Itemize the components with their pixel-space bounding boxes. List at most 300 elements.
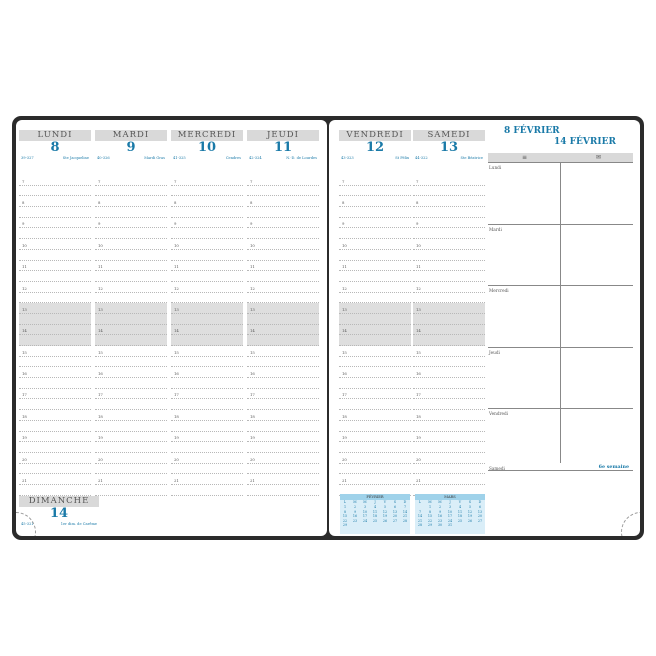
day-column-tuesday	[95, 130, 167, 163]
hour-slot[interactable]	[171, 453, 243, 464]
weekday-initial: J	[449, 500, 451, 504]
hour-slot[interactable]	[339, 250, 411, 261]
memo-grid[interactable]	[488, 162, 633, 471]
hour-slot[interactable]	[95, 453, 167, 464]
hour-slot[interactable]	[339, 239, 411, 250]
day-name: VENDREDI	[339, 130, 411, 141]
hour-slot[interactable]	[19, 207, 91, 218]
calendar-day	[455, 523, 465, 528]
day-meta	[19, 155, 91, 163]
memo-label: Lundi	[489, 165, 502, 170]
hour-slot[interactable]	[19, 261, 91, 272]
hour-slot[interactable]	[171, 474, 243, 485]
calendar-day: 29	[427, 523, 433, 528]
hour-slot[interactable]	[95, 271, 167, 282]
hour-slot[interactable]	[413, 261, 485, 272]
hour-slot[interactable]	[171, 303, 243, 314]
hour-slot[interactable]	[171, 186, 243, 197]
hour-slot[interactable]	[95, 282, 167, 293]
day-code: 45-321	[21, 522, 34, 526]
hour-slot[interactable]	[339, 357, 411, 368]
hour-label: 20	[416, 456, 421, 462]
calendar-day: 23	[352, 518, 358, 523]
day-number: 10	[197, 140, 217, 155]
hour-slot[interactable]	[171, 432, 243, 443]
hour-label: 17	[98, 392, 103, 398]
memo-row[interactable]	[488, 163, 633, 225]
day-name: JEUDI	[247, 130, 319, 141]
mini-calendar-title: FÉVRIER	[340, 494, 410, 500]
hour-label: 8	[174, 200, 177, 206]
hour-slot[interactable]	[413, 218, 485, 229]
hour-slot[interactable]	[95, 421, 167, 432]
hour-grid-saturday[interactable]	[413, 175, 485, 496]
hour-slot[interactable]	[171, 250, 243, 261]
calendar-day: 13	[392, 509, 398, 514]
hour-slot[interactable]	[95, 464, 167, 475]
weekday-initial: S	[468, 500, 472, 504]
calendar-day: 16	[437, 514, 443, 519]
day-code: 41-325	[173, 156, 186, 160]
hour-slot[interactable]	[413, 432, 485, 443]
day-meta	[171, 155, 243, 163]
hour-label: 9	[416, 221, 419, 227]
hour-slot[interactable]	[95, 218, 167, 229]
hour-label: 18	[416, 413, 421, 419]
calendar-day: 6	[478, 505, 482, 509]
hour-slot[interactable]	[95, 335, 167, 346]
hour-slot[interactable]	[339, 399, 411, 410]
hour-slot[interactable]	[247, 432, 319, 443]
hour-slot[interactable]	[339, 293, 411, 304]
hour-label: 11	[416, 264, 421, 270]
hour-slot[interactable]	[171, 346, 243, 357]
hour-slot[interactable]	[339, 389, 411, 400]
hour-slot[interactable]	[171, 239, 243, 250]
hour-slot[interactable]	[95, 389, 167, 400]
hour-slot[interactable]	[413, 303, 485, 314]
hour-slot[interactable]	[247, 442, 319, 453]
calendar-day: 9	[353, 509, 357, 514]
calendar-day: 4	[458, 505, 462, 509]
hour-slot[interactable]	[19, 464, 91, 475]
hour-label: 13	[22, 306, 27, 312]
calendar-day: 9	[438, 509, 442, 514]
hour-slot[interactable]	[19, 335, 91, 346]
hour-slot[interactable]	[339, 367, 411, 378]
hour-slot[interactable]	[19, 453, 91, 464]
hour-slot[interactable]	[247, 453, 319, 464]
hour-slot[interactable]	[413, 207, 485, 218]
day-name: MARDI	[95, 130, 167, 141]
hour-slot[interactable]	[413, 196, 485, 207]
hour-slot[interactable]	[339, 453, 411, 464]
calendar-day: 22	[342, 518, 348, 523]
hour-grid-friday[interactable]	[339, 175, 411, 496]
hour-label: 9	[98, 221, 101, 227]
hour-slot[interactable]	[19, 421, 91, 432]
saint-name: Cendres	[225, 156, 241, 160]
hour-slot[interactable]	[413, 421, 485, 432]
hour-slot[interactable]	[247, 218, 319, 229]
calendar-day: 15	[427, 514, 433, 519]
hour-slot[interactable]	[19, 282, 91, 293]
hour-label: 14	[98, 328, 103, 334]
hour-label: 18	[98, 413, 103, 419]
hour-slot[interactable]	[171, 485, 243, 496]
hour-slot[interactable]	[247, 186, 319, 197]
calendar-day: 7	[418, 509, 422, 514]
hour-grid-thursday[interactable]	[247, 175, 319, 496]
hour-slot[interactable]	[95, 261, 167, 272]
hour-slot[interactable]	[339, 314, 411, 325]
calendar-day: 21	[402, 514, 408, 519]
hour-label: 13	[174, 306, 179, 312]
hour-slot[interactable]	[95, 399, 167, 410]
hour-slot[interactable]	[19, 325, 91, 336]
hour-slot[interactable]	[247, 228, 319, 239]
hour-slot[interactable]	[413, 442, 485, 453]
hour-slot[interactable]	[95, 442, 167, 453]
calendar-day: 15	[342, 514, 348, 519]
hour-slot[interactable]	[413, 228, 485, 239]
memo-row[interactable]	[488, 225, 633, 287]
hour-slot[interactable]	[413, 271, 485, 282]
calendar-day: 31	[447, 523, 453, 528]
hour-slot[interactable]	[95, 325, 167, 336]
hour-slot[interactable]	[19, 378, 91, 389]
hour-slot[interactable]	[247, 335, 319, 346]
hour-slot[interactable]	[171, 464, 243, 475]
hour-label: 12	[250, 285, 255, 291]
hour-slot[interactable]	[19, 432, 91, 443]
hour-slot[interactable]	[339, 228, 411, 239]
hour-slot[interactable]	[413, 282, 485, 293]
hour-label: 19	[174, 435, 179, 441]
hour-grid-monday[interactable]	[19, 175, 91, 496]
calendar-day	[475, 523, 485, 528]
calendar-day: 14	[402, 509, 408, 514]
calendar-day	[380, 523, 390, 528]
hour-slot[interactable]	[95, 346, 167, 357]
day-number: 13	[439, 140, 459, 155]
hour-slot[interactable]	[95, 303, 167, 314]
calendar-day: 5	[383, 505, 387, 509]
hour-slot[interactable]	[413, 399, 485, 410]
hour-label: 20	[174, 456, 179, 462]
weekday-initial: S	[393, 500, 397, 504]
hour-label: 19	[98, 435, 103, 441]
hour-slot[interactable]	[95, 186, 167, 197]
hour-slot[interactable]	[413, 186, 485, 197]
day-number: 8	[50, 140, 60, 155]
hour-slot[interactable]	[247, 175, 319, 186]
hour-label: 8	[416, 200, 419, 206]
hour-slot[interactable]	[413, 325, 485, 336]
hour-slot[interactable]	[171, 442, 243, 453]
hour-slot[interactable]	[171, 389, 243, 400]
hour-slot[interactable]	[339, 186, 411, 197]
hour-slot[interactable]	[171, 357, 243, 368]
hour-slot[interactable]	[247, 271, 319, 282]
hour-slot[interactable]	[95, 239, 167, 250]
memo-row[interactable]	[488, 348, 633, 410]
day-code: 42-324	[249, 156, 262, 160]
hour-slot[interactable]	[19, 442, 91, 453]
hour-slot[interactable]	[95, 314, 167, 325]
hour-slot[interactable]	[247, 410, 319, 421]
hour-slot[interactable]	[19, 357, 91, 368]
hour-label: 7	[342, 178, 345, 184]
calendar-day: 6	[393, 505, 397, 509]
hour-slot[interactable]	[247, 282, 319, 293]
hour-slot[interactable]	[171, 367, 243, 378]
hour-slot[interactable]	[413, 346, 485, 357]
hour-slot[interactable]	[19, 346, 91, 357]
hour-slot[interactable]	[95, 357, 167, 368]
hour-label: 18	[250, 413, 255, 419]
hour-slot[interactable]	[247, 485, 319, 496]
hour-label: 21	[22, 477, 27, 483]
calendar-day	[465, 523, 475, 528]
hour-slot[interactable]	[247, 399, 319, 410]
calendar-day	[370, 523, 380, 528]
hour-slot[interactable]	[247, 474, 319, 485]
hour-slot[interactable]	[19, 186, 91, 197]
hour-label: 18	[342, 413, 347, 419]
calendar-day: 16	[352, 514, 358, 519]
hour-slot[interactable]	[413, 250, 485, 261]
hour-slot[interactable]	[413, 314, 485, 325]
hour-label: 14	[250, 328, 255, 334]
hour-slot[interactable]	[95, 474, 167, 485]
hour-slot[interactable]	[413, 389, 485, 400]
hour-label: 12	[174, 285, 179, 291]
calendar-day: 23	[437, 518, 443, 523]
hour-slot[interactable]	[19, 367, 91, 378]
hour-slot[interactable]	[247, 314, 319, 325]
calendar-day: 17	[447, 514, 453, 519]
hour-label: 16	[342, 371, 347, 377]
hour-slot[interactable]	[339, 218, 411, 229]
day-number: 12	[365, 140, 385, 155]
day-name: SAMEDI	[413, 130, 485, 141]
hour-slot[interactable]	[171, 218, 243, 229]
saint-name: 1er dim. de Carême	[60, 522, 97, 526]
hour-slot[interactable]	[247, 357, 319, 368]
hour-slot[interactable]	[247, 389, 319, 400]
hour-slot[interactable]	[339, 474, 411, 485]
day-code: 44-322	[415, 156, 428, 160]
hour-slot[interactable]	[413, 239, 485, 250]
hour-slot[interactable]	[19, 485, 91, 496]
hour-slot[interactable]	[171, 261, 243, 272]
hour-slot[interactable]	[339, 464, 411, 475]
weekday-initial: V	[383, 500, 387, 504]
hour-slot[interactable]	[171, 282, 243, 293]
hour-slot[interactable]	[247, 207, 319, 218]
hour-slot[interactable]	[247, 464, 319, 475]
memo-row[interactable]	[488, 409, 633, 471]
hour-slot[interactable]	[171, 378, 243, 389]
hour-slot[interactable]	[171, 410, 243, 421]
hour-slot[interactable]	[413, 464, 485, 475]
hour-slot[interactable]	[19, 389, 91, 400]
hour-slot[interactable]	[19, 271, 91, 282]
hour-slot[interactable]	[339, 175, 411, 186]
hour-slot[interactable]	[339, 421, 411, 432]
hour-label: 9	[174, 221, 177, 227]
calendar-day: 4	[373, 505, 377, 509]
hour-label: 12	[342, 285, 347, 291]
hour-slot[interactable]	[339, 207, 411, 218]
hour-slot[interactable]	[339, 410, 411, 421]
hour-slot[interactable]	[95, 250, 167, 261]
hour-slot[interactable]	[413, 474, 485, 485]
calendar-day: 28	[402, 518, 408, 523]
hour-label: 13	[416, 306, 421, 312]
day-meta	[247, 155, 319, 163]
hour-slot[interactable]	[339, 303, 411, 314]
hour-slot[interactable]	[171, 421, 243, 432]
hour-slot[interactable]	[247, 346, 319, 357]
hour-label: 13	[250, 306, 255, 312]
calendar-day: 12	[382, 509, 388, 514]
hour-label: 12	[98, 285, 103, 291]
hour-slot[interactable]	[19, 314, 91, 325]
hour-slot[interactable]	[339, 378, 411, 389]
hour-label: 20	[22, 456, 27, 462]
hour-label: 9	[250, 221, 253, 227]
hour-slot[interactable]	[171, 335, 243, 346]
hour-slot[interactable]	[95, 175, 167, 186]
hour-slot[interactable]	[95, 432, 167, 443]
weekday-initial: L	[343, 500, 347, 504]
day-column-saturday	[413, 130, 485, 163]
hour-slot[interactable]	[19, 239, 91, 250]
hour-slot[interactable]	[247, 378, 319, 389]
hour-slot[interactable]	[171, 228, 243, 239]
hour-label: 21	[250, 477, 255, 483]
week-number: 6e semaine	[598, 464, 629, 470]
hour-slot[interactable]	[247, 239, 319, 250]
memo-row[interactable]	[488, 286, 633, 348]
hour-slot[interactable]	[171, 271, 243, 282]
hour-label: 17	[22, 392, 27, 398]
hour-slot[interactable]	[95, 485, 167, 496]
hour-slot[interactable]	[247, 303, 319, 314]
hour-slot[interactable]	[95, 228, 167, 239]
hour-slot[interactable]	[171, 196, 243, 207]
calendar-day: 11	[372, 509, 378, 514]
hour-slot[interactable]	[413, 410, 485, 421]
hour-slot[interactable]	[171, 314, 243, 325]
hour-slot[interactable]	[19, 196, 91, 207]
hour-slot[interactable]	[247, 196, 319, 207]
hour-slot[interactable]	[247, 421, 319, 432]
hour-slot[interactable]	[413, 367, 485, 378]
hour-slot[interactable]	[19, 474, 91, 485]
saint-name: N.-D. de Lourdes	[286, 156, 317, 160]
hour-slot[interactable]	[19, 293, 91, 304]
hour-slot[interactable]	[413, 453, 485, 464]
hour-slot[interactable]	[19, 175, 91, 186]
hour-slot[interactable]	[95, 367, 167, 378]
hour-label: 7	[250, 178, 253, 184]
hour-slot[interactable]	[171, 399, 243, 410]
hour-slot[interactable]	[95, 410, 167, 421]
hour-slot[interactable]	[339, 282, 411, 293]
hour-slot[interactable]	[413, 293, 485, 304]
day-number: 11	[273, 140, 293, 155]
hour-label: 11	[98, 264, 103, 270]
hour-slot[interactable]	[95, 196, 167, 207]
hour-slot[interactable]	[171, 325, 243, 336]
hour-label: 20	[98, 456, 103, 462]
hour-slot[interactable]	[247, 261, 319, 272]
hour-slot[interactable]	[413, 357, 485, 368]
hour-slot[interactable]	[171, 293, 243, 304]
week-start-title: 8 FÉVRIER	[504, 126, 560, 136]
saint-name: Mardi Gras	[144, 156, 165, 160]
calendar-day	[390, 523, 400, 528]
hour-slot[interactable]	[339, 346, 411, 357]
hour-label: 10	[174, 242, 179, 248]
day-meta	[339, 155, 411, 163]
hour-slot[interactable]	[339, 196, 411, 207]
hour-slot[interactable]	[413, 378, 485, 389]
hour-label: 14	[22, 328, 27, 334]
hour-slot[interactable]	[413, 335, 485, 346]
hour-slot[interactable]	[171, 175, 243, 186]
day-name: LUNDI	[19, 130, 91, 141]
hour-slot[interactable]	[19, 399, 91, 410]
hour-slot[interactable]	[171, 207, 243, 218]
day-code: 40-326	[97, 156, 110, 160]
calendar-day: 14	[417, 514, 423, 519]
hour-slot[interactable]	[19, 218, 91, 229]
hour-slot[interactable]	[247, 325, 319, 336]
hour-slot[interactable]	[19, 250, 91, 261]
hour-slot[interactable]	[95, 207, 167, 218]
calendar-day: 7	[403, 505, 407, 509]
hour-grid-wednesday[interactable]	[171, 175, 243, 496]
hour-slot[interactable]	[19, 303, 91, 314]
calendar-day: 20	[477, 514, 483, 519]
hour-slot[interactable]	[339, 325, 411, 336]
calendar-day: 8	[343, 509, 347, 514]
hour-slot[interactable]	[247, 293, 319, 304]
hour-slot[interactable]	[19, 228, 91, 239]
hour-slot[interactable]	[19, 410, 91, 421]
hour-slot[interactable]	[339, 261, 411, 272]
hour-slot[interactable]	[95, 293, 167, 304]
hour-grid-tuesday[interactable]	[95, 175, 167, 496]
hour-label: 15	[342, 349, 347, 355]
calendar-day: 24	[362, 518, 368, 523]
hour-label: 12	[22, 285, 27, 291]
calendar-day: 12	[467, 509, 473, 514]
hour-slot[interactable]	[339, 335, 411, 346]
hour-slot[interactable]	[339, 271, 411, 282]
day-number: 9	[126, 140, 136, 155]
hour-slot[interactable]	[339, 442, 411, 453]
hour-slot[interactable]	[95, 378, 167, 389]
hour-slot[interactable]	[247, 367, 319, 378]
hour-slot[interactable]	[247, 250, 319, 261]
hour-slot[interactable]	[413, 175, 485, 186]
hour-slot[interactable]	[339, 432, 411, 443]
